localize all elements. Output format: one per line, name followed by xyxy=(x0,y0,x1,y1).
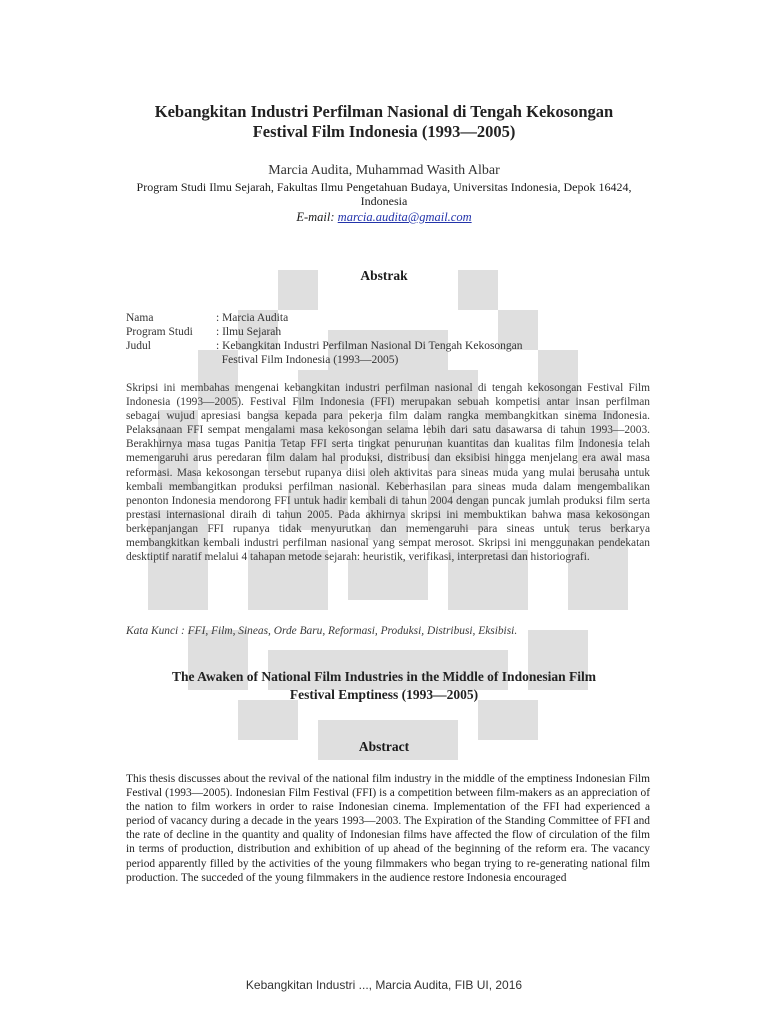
english-title xyxy=(110,668,658,704)
metadata-label: Program Studi xyxy=(126,326,193,338)
abstract-paragraph: This thesis discusses about the revival of the national film industry in the middle of the emptiness Indonesian Film Festival (1993—2005). Indonesian Film Festival (FFI) is a competition between film-makers as an appreciation of the nation to film workers in order to raise Indonesian cinema. Implementation of the FFI had experienced a period of vacancy during a decade in the years 1993—2003. The Expiration of the Standing Committee of FFI and the rate of decline in the quantity and quality of Indonesian films have affected the flow of circulation of the film in terms of production, distribution and exhibition of up ahead of the beginning of the reform era. The vacancy period apparently filled by the activities of the young filmmakers who began trying to re-generating national film production. The succeded of the young filmmakers in the audience restore Indonesia encouraged xyxy=(126,773,650,884)
metadata-value: : Marcia Audita xyxy=(216,312,289,324)
email-line xyxy=(100,210,668,224)
author-affiliation xyxy=(110,180,658,208)
metadata-value: : Ilmu Sejarah xyxy=(216,326,282,338)
metadata-row xyxy=(126,311,556,325)
metadata-label: Judul xyxy=(126,340,151,352)
metadata-value: : Kebangkitan Industri Perfilman Nasional Di Tengah Kekosongan xyxy=(216,340,523,352)
affiliation-line: Program Studi Ilmu Sejarah, Fakultas Ilmu Pengetahuan Budaya, Universitas Indonesia, Depok 16424, xyxy=(136,180,632,194)
english-title-line: The Awaken of National Film Industries in the Middle of Indonesian Film xyxy=(172,669,596,684)
english-title-line: Festival Emptiness (1993—2005) xyxy=(289,687,479,702)
email-link[interactable]: marcia.audita@gmail.com xyxy=(337,210,472,224)
email-label: E-mail: xyxy=(296,210,335,224)
abstrak-paragraph: Skripsi ini membahas mengenai kebangkitan industri perfilman nasional di tengah kekosongan Festival Film Indonesia (1993—2005). Festival Film Indonesia (FFI) merupakan sebuah kompetisi antar insan perfilman sebagai wujud apresiasi bangsa kepada para pekerja film dalam rangka membangkitkan sinema Indonesia. Pelaksanaan FFI sempat mengalami masa kekosongan selama lebih dari satu dasawarsa di tahun 1993—2003. Berakhirnya masa tugas Panitia Tetap FFI serta tingkat penurunan kuantitas dan kualitas film Indonesia telah memengaruhi arus peredaran film dalam hal produksi, distribusi dan eksibisi hingga menjelang era awal masa reformasi. Masa kekosongan tersebut rupanya diisi oleh aktivitas para sineas muda yang mulai berusaha untuk kembali membangitkan produksi perfilman nasional. Keberhasilan para sineas muda dalam mengembalikan penonton Indonesia mendorong FFI untuk hadir kembali di tahun 2004 dengan puncak jumlah produksi film serta prestasi internasional diraih di tahun 2005. Pada akhirnya skripsi ini membuktikan bahwa masa kekosongan berkepanjangan FFI rupanya tidak menyurutkan dan memengaruhi para sineas untuk terus berkarya membangkitkan kembali industri perfilman nasional yang sempat merosot. Skripsi ini menggunakan pendekatan desktiptif naratif melalui 4 tahapan metode sejarah: heuristik, verifikasi, interpretasi dan historiografi. xyxy=(126,382,650,564)
page-footer: Kebangkitan Industri ..., Marcia Audita, FIB UI, 2016 xyxy=(245,978,523,992)
paper-title-line: Festival Film Indonesia (1993—2005) xyxy=(252,122,516,141)
affiliation-line: Indonesia xyxy=(360,194,408,208)
thesis-metadata xyxy=(126,311,556,367)
keywords-line: Kata Kunci : FFI, Film, Sineas, Orde Baru, Reformasi, Produksi, Distribusi, Eksibisi. xyxy=(126,625,518,637)
abstrak-heading: Abstrak xyxy=(360,268,408,283)
metadata-value: Festival Film Indonesia (1993—2005) xyxy=(216,354,399,366)
author-names: Marcia Audita, Muhammad Wasith Albar xyxy=(268,163,500,178)
metadata-row xyxy=(126,353,556,367)
metadata-label xyxy=(126,353,216,367)
metadata-row xyxy=(126,339,556,353)
abstract-heading: Abstract xyxy=(358,739,410,754)
paper-title xyxy=(100,102,668,142)
metadata-label: Nama xyxy=(126,312,154,324)
metadata-row xyxy=(126,325,556,339)
paper-title-line: Kebangkitan Industri Perfilman Nasional di Tengah Kekosongan xyxy=(154,102,614,121)
